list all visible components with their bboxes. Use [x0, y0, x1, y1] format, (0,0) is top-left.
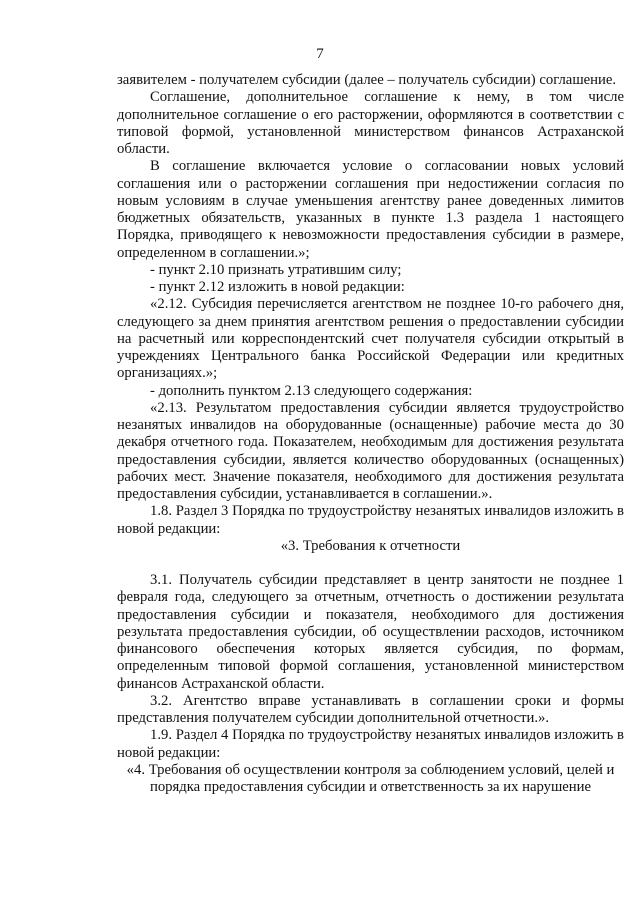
paragraph: - пункт 2.12 изложить в новой редакции: [150, 279, 405, 295]
paragraph: 3.2. Агентство вправе устанавливать в соглашении сроки и формы представления получателем субсидии дополнительной отчетности.». [117, 692, 624, 726]
paragraph: - пункт 2.10 признать утратившим силу; [150, 261, 402, 278]
paragraph: 1.8. Раздел 3 Порядка по трудоустройству незанятых инвалидов изложить в новой редакции: [117, 503, 624, 537]
page-number: 7 [316, 46, 324, 62]
paragraph: В соглашение включается условие о согласовании новых условий соглашения или о расторжении соглашения при недостижении согласия по новым условиям в случае уменьшения агентству ранее доведенных лимитов бюджетных обязательств, указанных в пункте 1.3 раздела 1 настоящего Порядка, приводящего к невозможности предоставления субсидии в размере, определенном в соглашении.»; [117, 158, 624, 261]
paragraph: заявителем - получателем субсидии (далее – получатель субсидии) соглашение. [117, 72, 617, 88]
spacer [117, 555, 624, 572]
document-body [117, 72, 624, 796]
paragraph: «2.13. Результатом предоставления субсидии является трудоустройство незанятых инвалидов на оборудованные (оснащенные) рабочие места до 30 декабря отчетного года. Показателем, необходимым для достижения результата предоставления субсидии, является количество оборудованных (оснащенных) рабочих мест. Значение показателя, необходимого для достижения результата предоставления субсидии, устанавливается в соглашении.». [117, 399, 624, 502]
paragraph: - дополнить пунктом 2.13 следующего содержания: [150, 382, 473, 399]
paragraph: «2.12. Субсидия перечисляется агентством не позднее 10-го рабочего дня, следующего за днем принятия агентством решения о предоставлении субсидии на расчетный или корреспондентский счет получателя субсидии открытый в учреждениях Центрального банка Российской Федерации или кредитных организациях.»; [117, 296, 624, 382]
paragraph: Соглашение, дополнительное соглашение к нему, в том числе дополнительное соглашение о его расторжении, оформляются в соответствии с типовой формой, установленной министерством финансов Астраханской области. [117, 89, 624, 157]
paragraph: 3.1. Получатель субсидии представляет в центр занятости не позднее 1 февраля года, следующего за отчетным, отчетность о достижении результата предоставления субсидии и показателя, необходимого для достижения результата предоставления субсидии, об осуществлении расходов, источником финансового обеспечения которых является субсидия, по формам, определенным типовой формой соглашения, установленной министерством финансов Астраханской области. [117, 572, 624, 692]
section-heading: «4. Требования об осуществлении контроля за соблюдением условий, целей и порядка предоставления субсидии и ответственность за их нарушение [126, 761, 615, 795]
paragraph: 1.9. Раздел 4 Порядка по трудоустройству незанятых инвалидов изложить в новой редакции: [117, 727, 624, 761]
section-heading: «3. Требования к отчетности [280, 537, 461, 554]
